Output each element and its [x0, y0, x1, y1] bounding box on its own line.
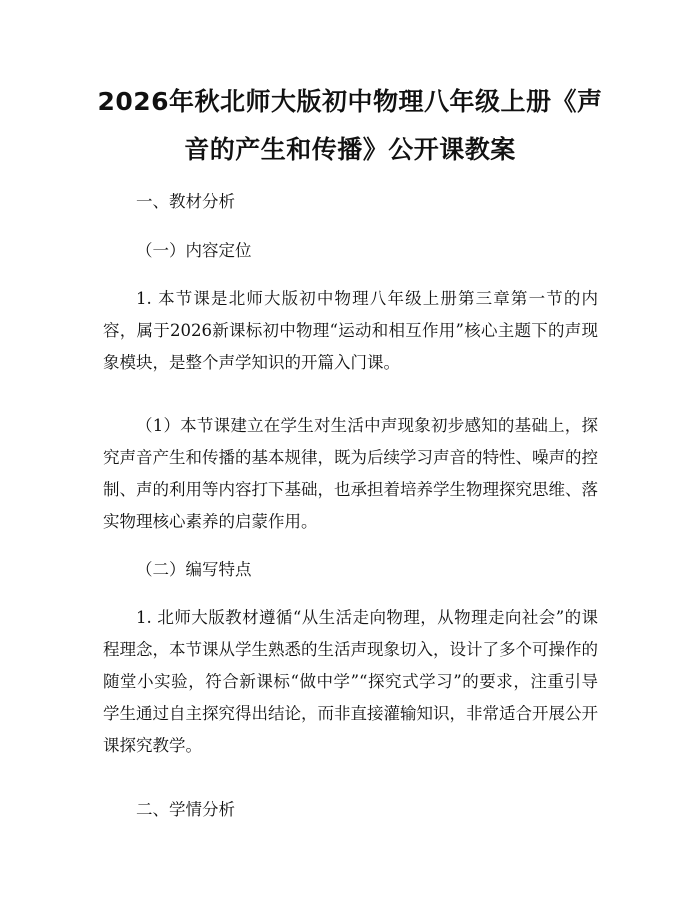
- paragraph-content-positioning-1: 1. 本节课是北师大版初中物理八年级上册第三章第一节的内容，属于2026新课标初中物理“运动和相互作用”核心主题下的声现象模块，是整个声学知识的开篇入门课。: [103, 289, 598, 372]
- subsection-heading-writing-features: （二）编写特点: [136, 560, 252, 579]
- paragraph-content-positioning-1-1: （1）本节课建立在学生对生活中声现象初步感知的基础上，探究声音产生和传播的基本规律，既为后续学习声音的特性、噪声的控制、声的利用等内容打下基础，也承担着培养学生物理探究思维、落实物理核心素养的启蒙作用。: [103, 416, 598, 531]
- section-heading-learner-analysis: 二、学情分析: [136, 800, 235, 819]
- section-heading-textbook-analysis: 一、教材分析: [136, 192, 235, 211]
- document-title: 2026年秋北师大版初中物理八年级上册《声音的产生和传播》公开课教案: [97, 87, 603, 164]
- subsection-heading-content-positioning: （一）内容定位: [136, 241, 252, 260]
- paragraph-writing-features-1: 1. 北师大版教材遵循“从生活走向物理，从物理走向社会”的课程理念，本节课从学生熟悉的生活声现象切入，设计了多个可操作的随堂小实验，符合新课标“做中学”“探究式学习”的要求，注重引导学生通过自主探究得出结论，而非直接灌输知识，非常适合开展公开课探究教学。: [103, 608, 598, 755]
